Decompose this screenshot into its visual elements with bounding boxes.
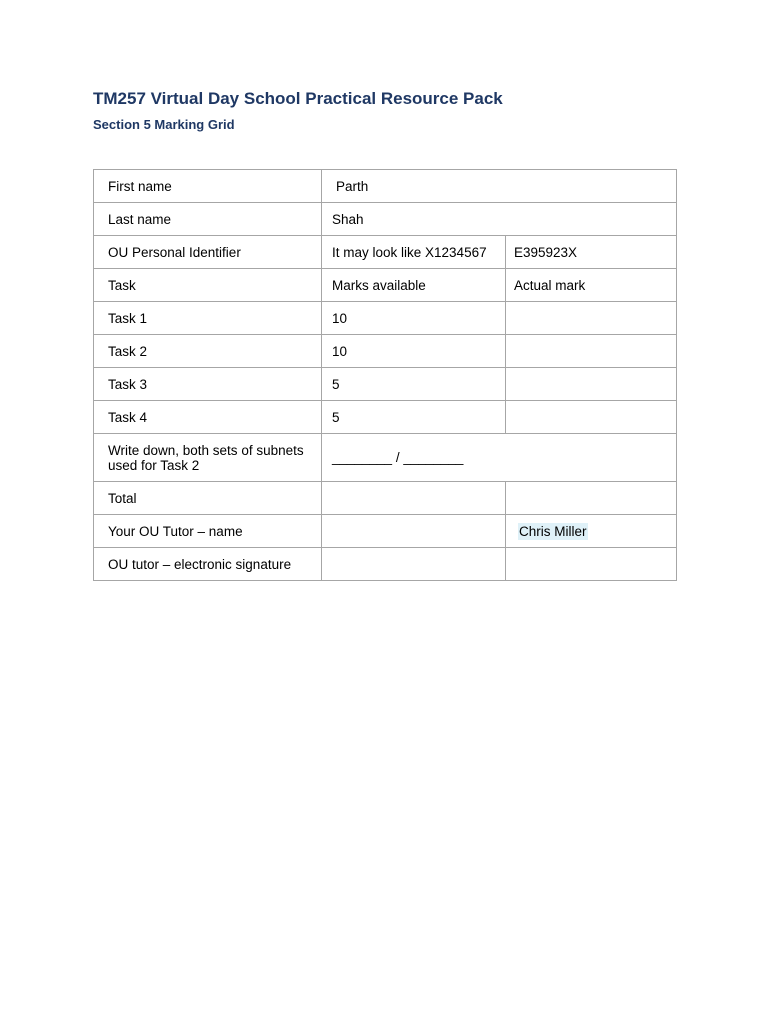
table-header-row — [94, 269, 677, 302]
first-name-label: First name — [94, 170, 322, 203]
total-actual-mark-field[interactable] — [506, 482, 677, 515]
table-row-last-name — [94, 203, 677, 236]
subnets-field[interactable]: ________ / ________ — [322, 434, 677, 482]
task-actual-mark-field[interactable] — [506, 401, 677, 434]
subnets-label: Write down, both sets of subnets used for Task 2 — [94, 434, 322, 482]
task-name: Task 3 — [94, 368, 322, 401]
task-marks-available: 10 — [322, 302, 506, 335]
table-row-task-1 — [94, 302, 677, 335]
task-column-header: Task — [94, 269, 322, 302]
table-row-signature — [94, 548, 677, 581]
task-name: Task 4 — [94, 401, 322, 434]
table-row-first-name — [94, 170, 677, 203]
marks-available-header: Marks available — [322, 269, 506, 302]
document-title: TM257 Virtual Day School Practical Resource Pack — [93, 89, 503, 108]
first-name-field[interactable] — [322, 170, 677, 203]
task-marks-available: 10 — [322, 335, 506, 368]
identifier-hint: It may look like X1234567 — [322, 236, 506, 269]
first-name-value: Parth — [336, 178, 369, 194]
tutor-name-label: Your OU Tutor – name — [94, 515, 322, 548]
identifier-label: OU Personal Identifier — [94, 236, 322, 269]
table-row-identifier — [94, 236, 677, 269]
table-row-task-3 — [94, 368, 677, 401]
tutor-name-field[interactable] — [506, 515, 677, 548]
signature-label: OU tutor – electronic signature — [94, 548, 322, 581]
actual-mark-header: Actual mark — [506, 269, 677, 302]
last-name-label: Last name — [94, 203, 322, 236]
total-marks-available-cell — [322, 482, 506, 515]
signature-field[interactable] — [506, 548, 677, 581]
table-row-total — [94, 482, 677, 515]
table-row-task-4 — [94, 401, 677, 434]
document-subtitle: Section 5 Marking Grid — [93, 117, 235, 132]
marking-grid-table — [93, 169, 677, 581]
last-name-field[interactable]: Shah — [322, 203, 677, 236]
task-name: Task 2 — [94, 335, 322, 368]
task-name: Task 1 — [94, 302, 322, 335]
tutor-name-value: Chris Miller — [519, 523, 587, 539]
signature-empty-cell — [322, 548, 506, 581]
task-marks-available: 5 — [322, 368, 506, 401]
tutor-name-empty-cell — [322, 515, 506, 548]
task-marks-available: 5 — [322, 401, 506, 434]
table-row-task-2 — [94, 335, 677, 368]
identifier-field[interactable]: E395923X — [506, 236, 677, 269]
task-actual-mark-field[interactable] — [506, 368, 677, 401]
task-actual-mark-field[interactable] — [506, 335, 677, 368]
table-row-subnets — [94, 434, 677, 482]
total-label: Total — [94, 482, 322, 515]
task-actual-mark-field[interactable] — [506, 302, 677, 335]
table-row-tutor-name — [94, 515, 677, 548]
